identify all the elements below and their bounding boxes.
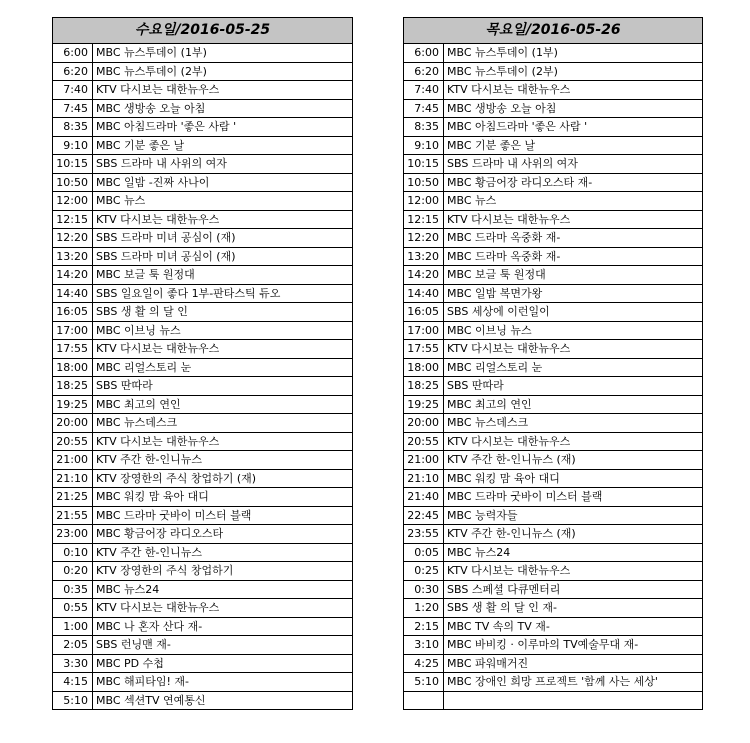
table-row <box>53 506 353 525</box>
program-cell: SBS 드라마 내 사위의 여자 <box>93 155 353 174</box>
program-cell: MBC 해피타임! 재- <box>93 673 353 692</box>
time-cell: 13:20 <box>404 247 444 266</box>
program-cell: MBC TV 속의 TV 재- <box>444 617 703 636</box>
table-row <box>53 654 353 673</box>
table-row <box>53 358 353 377</box>
time-cell: 7:45 <box>53 99 93 118</box>
table-row <box>53 136 353 155</box>
table-row <box>404 136 703 155</box>
program-cell: MBC 일밤 -진짜 사나이 <box>93 173 353 192</box>
table-row <box>404 173 703 192</box>
program-cell: SBS 일요일이 좋다 1부-판타스틱 듀오 <box>93 284 353 303</box>
table-row <box>53 284 353 303</box>
time-cell: 3:10 <box>404 636 444 655</box>
program-cell: KTV 장영한의 주식 창업하기 (재) <box>93 469 353 488</box>
time-cell: 2:15 <box>404 617 444 636</box>
time-cell: 21:10 <box>404 469 444 488</box>
table-row <box>404 691 703 710</box>
table-row <box>404 266 703 285</box>
table-row <box>404 469 703 488</box>
program-cell: MBC 워킹 맘 육아 대디 <box>93 488 353 507</box>
time-cell: 12:20 <box>404 229 444 248</box>
time-cell: 20:55 <box>404 432 444 451</box>
table-row <box>404 62 703 81</box>
program-cell: MBC 생방송 오늘 아침 <box>93 99 353 118</box>
program-cell: MBC 장애인 희망 프로젝트 '함께 사는 세상' <box>444 673 703 692</box>
time-cell: 16:05 <box>53 303 93 322</box>
time-cell: 18:00 <box>53 358 93 377</box>
program-cell: KTV 다시보는 대한뉴우스 <box>444 432 703 451</box>
program-cell: MBC 아침드라마 '좋은 사람 ' <box>444 118 703 137</box>
program-cell: MBC 나 혼자 산다 재- <box>93 617 353 636</box>
table-row <box>404 599 703 618</box>
program-cell: MBC 뉴스투데이 (2부) <box>444 62 703 81</box>
table-row <box>53 192 353 211</box>
time-cell: 20:00 <box>404 414 444 433</box>
table-row <box>404 395 703 414</box>
program-cell: MBC 파워매거진 <box>444 654 703 673</box>
time-cell: 20:55 <box>53 432 93 451</box>
program-cell: MBC 황금어장 라디오스타 <box>93 525 353 544</box>
program-cell: KTV 다시보는 대한뉴우스 <box>444 562 703 581</box>
table-row <box>404 284 703 303</box>
time-cell: 23:00 <box>53 525 93 544</box>
table-row <box>404 303 703 322</box>
time-cell: 10:50 <box>53 173 93 192</box>
time-cell: 0:25 <box>404 562 444 581</box>
time-cell: 5:10 <box>404 673 444 692</box>
time-cell: 16:05 <box>404 303 444 322</box>
time-cell: 18:25 <box>404 377 444 396</box>
table-row <box>53 599 353 618</box>
table-row <box>53 451 353 470</box>
program-cell: SBS 생 활 의 달 인 재- <box>444 599 703 618</box>
time-cell: 1:00 <box>53 617 93 636</box>
program-cell: SBS 드라마 미녀 공심이 (재) <box>93 247 353 266</box>
time-cell: 17:55 <box>53 340 93 359</box>
time-cell: 2:05 <box>53 636 93 655</box>
time-cell: 17:55 <box>404 340 444 359</box>
time-cell: 12:20 <box>53 229 93 248</box>
time-cell: 17:00 <box>404 321 444 340</box>
table-row <box>53 247 353 266</box>
table-row <box>404 155 703 174</box>
table-row <box>53 636 353 655</box>
table-row <box>404 636 703 655</box>
schedule-body <box>53 44 353 710</box>
program-cell: KTV 주간 한-인니뉴스 <box>93 543 353 562</box>
program-cell: MBC 뉴스데스크 <box>93 414 353 433</box>
table-row <box>53 414 353 433</box>
table-row <box>53 488 353 507</box>
table-row <box>53 340 353 359</box>
table-row <box>404 488 703 507</box>
table-row <box>404 451 703 470</box>
table-row <box>404 562 703 581</box>
program-cell: MBC 리얼스토리 눈 <box>444 358 703 377</box>
program-cell: MBC 이브닝 뉴스 <box>444 321 703 340</box>
program-cell: MBC 뉴스24 <box>93 580 353 599</box>
time-cell: 6:00 <box>53 44 93 63</box>
table-row <box>53 173 353 192</box>
table-row <box>53 321 353 340</box>
program-cell: MBC PD 수첩 <box>93 654 353 673</box>
table-row <box>404 321 703 340</box>
program-cell: MBC 뉴스투데이 (1부) <box>93 44 353 63</box>
table-row <box>53 44 353 63</box>
time-cell: 12:15 <box>404 210 444 229</box>
schedule-table-thursday <box>403 17 703 710</box>
table-row <box>53 118 353 137</box>
time-cell: 21:00 <box>53 451 93 470</box>
time-cell: 7:40 <box>53 81 93 100</box>
table-row <box>53 62 353 81</box>
day-header: 수요일/2016-05-25 <box>53 18 353 44</box>
table-row <box>404 654 703 673</box>
time-cell: 12:00 <box>404 192 444 211</box>
time-cell: 0:05 <box>404 543 444 562</box>
table-row <box>404 118 703 137</box>
program-cell: MBC 뉴스투데이 (1부) <box>444 44 703 63</box>
program-cell: MBC 드라마 굿바이 미스터 블랙 <box>444 488 703 507</box>
time-cell: 0:55 <box>53 599 93 618</box>
time-cell: 10:15 <box>53 155 93 174</box>
program-cell: MBC 바비킹 · 이루마의 TV예술무대 재- <box>444 636 703 655</box>
time-cell: 7:45 <box>404 99 444 118</box>
time-cell: 3:30 <box>53 654 93 673</box>
table-row <box>53 395 353 414</box>
table-row <box>404 247 703 266</box>
program-cell: MBC 드라마 옥중화 재- <box>444 247 703 266</box>
table-row <box>404 617 703 636</box>
table-row <box>404 210 703 229</box>
program-cell: MBC 생방송 오늘 아침 <box>444 99 703 118</box>
time-cell: 10:15 <box>404 155 444 174</box>
time-cell: 0:35 <box>53 580 93 599</box>
time-cell: 12:15 <box>53 210 93 229</box>
program-cell: MBC 뉴스24 <box>444 543 703 562</box>
time-cell: 6:20 <box>53 62 93 81</box>
schedule-table-wednesday <box>52 17 353 710</box>
program-cell: KTV 다시보는 대한뉴우스 <box>444 340 703 359</box>
program-cell: KTV 다시보는 대한뉴우스 <box>93 432 353 451</box>
table-row <box>404 580 703 599</box>
time-cell: 6:00 <box>404 44 444 63</box>
time-cell: 10:50 <box>404 173 444 192</box>
table-row <box>404 525 703 544</box>
program-cell: MBC 최고의 연인 <box>444 395 703 414</box>
program-cell: KTV 다시보는 대한뉴우스 <box>444 81 703 100</box>
table-row <box>404 340 703 359</box>
time-cell: 21:00 <box>404 451 444 470</box>
table-row <box>404 414 703 433</box>
program-cell: MBC 최고의 연인 <box>93 395 353 414</box>
table-row <box>404 229 703 248</box>
time-cell: 13:20 <box>53 247 93 266</box>
time-cell: 1:20 <box>404 599 444 618</box>
time-cell: 6:20 <box>404 62 444 81</box>
table-row <box>53 580 353 599</box>
program-cell: MBC 섹션TV 연예통신 <box>93 691 353 710</box>
program-cell: KTV 다시보는 대한뉴우스 <box>93 81 353 100</box>
program-cell: MBC 능력자들 <box>444 506 703 525</box>
time-cell: 21:40 <box>404 488 444 507</box>
program-cell: SBS 딴따라 <box>93 377 353 396</box>
program-cell: KTV 주간 한-인니뉴스 (재) <box>444 525 703 544</box>
table-row <box>53 155 353 174</box>
table-row <box>404 506 703 525</box>
table-row <box>404 192 703 211</box>
time-cell: 9:10 <box>53 136 93 155</box>
table-row <box>53 377 353 396</box>
program-cell: SBS 런닝맨 재- <box>93 636 353 655</box>
table-row <box>53 229 353 248</box>
program-cell: MBC 뉴스 <box>93 192 353 211</box>
time-cell: 22:45 <box>404 506 444 525</box>
table-row <box>53 543 353 562</box>
time-cell: 9:10 <box>404 136 444 155</box>
day-header: 목요일/2016-05-26 <box>404 18 703 44</box>
program-cell: KTV 주간 한-인니뉴스 (재) <box>444 451 703 470</box>
table-row <box>53 469 353 488</box>
table-row <box>53 432 353 451</box>
table-row <box>404 432 703 451</box>
time-cell: 14:40 <box>53 284 93 303</box>
program-cell: KTV 다시보는 대한뉴우스 <box>93 340 353 359</box>
program-cell: SBS 드라마 내 사위의 여자 <box>444 155 703 174</box>
table-row <box>53 617 353 636</box>
table-row <box>404 673 703 692</box>
time-cell: 14:20 <box>53 266 93 285</box>
time-cell: 8:35 <box>53 118 93 137</box>
time-cell: 14:40 <box>404 284 444 303</box>
schedule-body <box>404 44 703 710</box>
table-row <box>404 358 703 377</box>
program-cell: KTV 다시보는 대한뉴우스 <box>93 599 353 618</box>
program-cell: MBC 리얼스토리 눈 <box>93 358 353 377</box>
program-cell: KTV 다시보는 대한뉴우스 <box>444 210 703 229</box>
table-row <box>53 562 353 581</box>
time-cell: 18:00 <box>404 358 444 377</box>
table-row <box>53 81 353 100</box>
time-cell: 5:10 <box>53 691 93 710</box>
program-cell: SBS 드라마 미녀 공심이 (재) <box>93 229 353 248</box>
program-cell: MBC 뉴스투데이 (2부) <box>93 62 353 81</box>
time-cell: 0:20 <box>53 562 93 581</box>
program-cell: KTV 주간 한-인니뉴스 <box>93 451 353 470</box>
table-row <box>53 525 353 544</box>
table-row <box>53 210 353 229</box>
program-cell: SBS 세상에 이런일이 <box>444 303 703 322</box>
program-cell: MBC 기분 좋은 날 <box>93 136 353 155</box>
program-cell: MBC 보글 툭 원정대 <box>93 266 353 285</box>
table-row <box>53 673 353 692</box>
table-row <box>53 99 353 118</box>
program-cell: MBC 뉴스 <box>444 192 703 211</box>
time-cell: 7:40 <box>404 81 444 100</box>
program-cell: MBC 드라마 굿바이 미스터 블랙 <box>93 506 353 525</box>
table-row <box>404 377 703 396</box>
time-cell: 0:10 <box>53 543 93 562</box>
program-cell: MBC 아침드라마 '좋은 사람 ' <box>93 118 353 137</box>
time-cell: 18:25 <box>53 377 93 396</box>
time-cell: 23:55 <box>404 525 444 544</box>
program-cell: MBC 황금어장 라디오스타 재- <box>444 173 703 192</box>
time-cell: 21:10 <box>53 469 93 488</box>
time-cell: 20:00 <box>53 414 93 433</box>
program-cell: MBC 기분 좋은 날 <box>444 136 703 155</box>
time-cell: 17:00 <box>53 321 93 340</box>
table-row <box>404 81 703 100</box>
program-cell: KTV 다시보는 대한뉴우스 <box>93 210 353 229</box>
program-cell: SBS 딴따라 <box>444 377 703 396</box>
table-row <box>404 44 703 63</box>
program-cell: SBS 생 활 의 달 인 <box>93 303 353 322</box>
program-cell: SBS 스페셜 다큐멘터리 <box>444 580 703 599</box>
program-cell: MBC 일밤 복면가왕 <box>444 284 703 303</box>
time-cell: 14:20 <box>404 266 444 285</box>
time-cell: 19:25 <box>53 395 93 414</box>
time-cell: 0:30 <box>404 580 444 599</box>
table-row <box>53 303 353 322</box>
time-cell: 19:25 <box>404 395 444 414</box>
table-row <box>53 266 353 285</box>
program-cell: MBC 보글 툭 원정대 <box>444 266 703 285</box>
time-cell: 4:15 <box>53 673 93 692</box>
time-cell: 8:35 <box>404 118 444 137</box>
table-row <box>53 691 353 710</box>
program-cell <box>444 691 703 710</box>
time-cell: 21:25 <box>53 488 93 507</box>
time-cell: 4:25 <box>404 654 444 673</box>
time-cell: 12:00 <box>53 192 93 211</box>
program-cell: MBC 뉴스데스크 <box>444 414 703 433</box>
table-row <box>404 543 703 562</box>
time-cell: 21:55 <box>53 506 93 525</box>
program-cell: MBC 드라마 옥중화 재- <box>444 229 703 248</box>
program-cell: KTV 장영한의 주식 창업하기 <box>93 562 353 581</box>
program-cell: MBC 이브닝 뉴스 <box>93 321 353 340</box>
time-cell <box>404 691 444 710</box>
program-cell: MBC 워킹 맘 육아 대디 <box>444 469 703 488</box>
table-row <box>404 99 703 118</box>
